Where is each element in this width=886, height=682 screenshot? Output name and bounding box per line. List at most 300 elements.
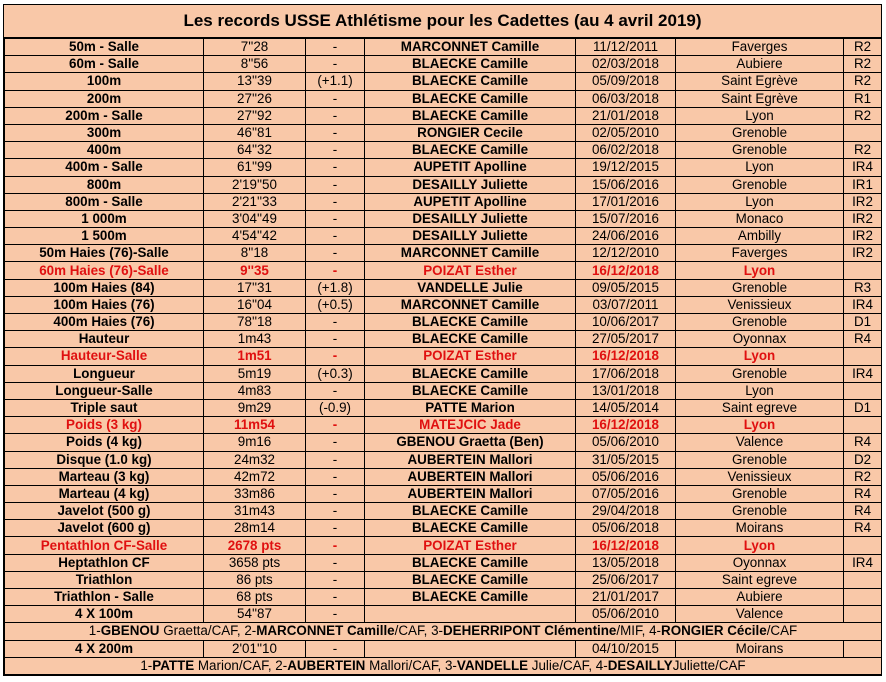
record-level: D1 (844, 314, 882, 331)
table-row (5, 314, 882, 331)
record-performance: 42m72 (204, 468, 306, 485)
record-place: Valence (676, 434, 844, 451)
record-date: 15/07/2016 (576, 210, 676, 227)
record-event: 1 500m (5, 228, 204, 245)
record-event: 400m Haies (76) (5, 314, 204, 331)
relay-member-name: AUBERTEIN (287, 657, 366, 673)
record-date: 04/10/2015 (576, 640, 676, 657)
record-event: Longueur (5, 365, 204, 382)
record-athlete: MARCONNET Camille (365, 296, 576, 313)
record-event: 100m (5, 73, 204, 90)
record-level (844, 417, 882, 434)
relay-member-position: 2- (275, 657, 288, 673)
record-athlete: DESAILLY Juliette (365, 176, 576, 193)
record-performance: 9m16 (204, 434, 306, 451)
record-wind: - (306, 228, 365, 245)
record-level (844, 571, 882, 588)
record-performance: 8''56 (204, 56, 306, 73)
record-performance: 54''87 (204, 606, 306, 623)
record-athlete: BLAECKE Camille (365, 589, 576, 606)
record-event: Heptathlon CF (5, 554, 204, 571)
table-row (5, 210, 882, 227)
record-athlete: BLAECKE Camille (365, 554, 576, 571)
record-place: Aubiere (676, 589, 844, 606)
record-event: 800m - Salle (5, 193, 204, 210)
record-level (844, 382, 882, 399)
table-row (5, 56, 882, 73)
record-date: 25/06/2017 (576, 571, 676, 588)
record-athlete: POIZAT Esther (365, 262, 576, 279)
record-level: R2 (844, 107, 882, 124)
table-row (5, 296, 882, 313)
table-row (5, 331, 882, 348)
record-level: R4 (844, 503, 882, 520)
table-row (5, 606, 882, 623)
record-wind: - (306, 417, 365, 434)
record-level: IR4 (844, 159, 882, 176)
record-event: 4 X 200m (5, 640, 204, 657)
record-date: 19/12/2015 (576, 159, 676, 176)
record-date: 02/03/2018 (576, 56, 676, 73)
table-row (5, 107, 882, 124)
record-place: Oyonnax (676, 554, 844, 571)
table-row (5, 39, 882, 56)
record-date: 05/06/2010 (576, 606, 676, 623)
record-date: 05/06/2018 (576, 520, 676, 537)
record-place: Grenoble (676, 142, 844, 159)
record-level: R3 (844, 279, 882, 296)
record-event: Triple saut (5, 399, 204, 416)
record-wind: (+1.8) (306, 279, 365, 296)
record-event: Marteau (4 kg) (5, 485, 204, 502)
relay-member-name: MARCONNET Camille (256, 623, 395, 639)
table-row (5, 382, 882, 399)
record-date: 17/06/2018 (576, 365, 676, 382)
relay-member-position: 4- (649, 623, 662, 639)
table-row (5, 176, 882, 193)
record-date: 10/06/2017 (576, 314, 676, 331)
record-athlete: RONGIER Cecile (365, 124, 576, 141)
record-athlete (365, 640, 576, 657)
relay-member-club: /CAF, (394, 623, 432, 639)
record-place: Valence (676, 606, 844, 623)
record-date: 06/02/2018 (576, 142, 676, 159)
record-level: R2 (844, 56, 882, 73)
record-level: IR4 (844, 365, 882, 382)
record-date: 05/06/2016 (576, 468, 676, 485)
record-place: Grenoble (676, 451, 844, 468)
record-level (844, 640, 882, 657)
record-place: Lyon (676, 382, 844, 399)
record-performance: 27''92 (204, 107, 306, 124)
record-wind: - (306, 468, 365, 485)
record-date: 11/12/2011 (576, 39, 676, 56)
record-athlete: BLAECKE Camille (365, 90, 576, 107)
record-place: Lyon (676, 537, 844, 554)
record-performance: 4'54''42 (204, 228, 306, 245)
record-event: 300m (5, 124, 204, 141)
record-performance: 5m19 (204, 365, 306, 382)
record-performance: 9m29 (204, 399, 306, 416)
relay-member-name: DEHERRIPONT Clémentine (443, 623, 617, 639)
record-place: Grenoble (676, 314, 844, 331)
table-row (5, 348, 882, 365)
record-date: 07/05/2016 (576, 485, 676, 502)
record-wind: - (306, 107, 365, 124)
record-wind: (-0.9) (306, 399, 365, 416)
record-place: Ambilly (676, 228, 844, 245)
relay-member-club: /MIF, (616, 623, 650, 639)
record-performance: 11m54 (204, 417, 306, 434)
record-performance: 86 pts (204, 571, 306, 588)
relay-member-club: Juliette/CAF (672, 657, 746, 673)
record-athlete: PATTE Marion (365, 399, 576, 416)
record-level: D2 (844, 451, 882, 468)
record-athlete: MATEJCIC Jade (365, 417, 576, 434)
record-date: 27/05/2017 (576, 331, 676, 348)
record-place: Saint egreve (676, 399, 844, 416)
relay-member-position: 2- (244, 623, 257, 639)
record-event: 50m Haies (76)-Salle (5, 245, 204, 262)
record-performance: 28m14 (204, 520, 306, 537)
record-wind: - (306, 434, 365, 451)
record-wind: - (306, 176, 365, 193)
record-date: 21/01/2018 (576, 107, 676, 124)
record-wind: - (306, 159, 365, 176)
table-row (5, 554, 882, 571)
record-athlete: BLAECKE Camille (365, 571, 576, 588)
record-athlete: POIZAT Esther (365, 537, 576, 554)
record-place: Moirans (676, 520, 844, 537)
record-performance: 24m32 (204, 451, 306, 468)
table-row (5, 399, 882, 416)
record-place: Oyonnax (676, 331, 844, 348)
record-place: Grenoble (676, 124, 844, 141)
record-wind: - (306, 193, 365, 210)
record-wind: - (306, 348, 365, 365)
record-wind: - (306, 210, 365, 227)
relay-member-club: Julie/CAF, (528, 657, 596, 673)
table-row (5, 142, 882, 159)
relay-member-position: 4- (595, 657, 608, 673)
record-wind: (+0.3) (306, 365, 365, 382)
record-event: 1 000m (5, 210, 204, 227)
record-wind: - (306, 451, 365, 468)
record-event: Javelot (600 g) (5, 520, 204, 537)
record-place: Lyon (676, 107, 844, 124)
record-athlete: POIZAT Esther (365, 348, 576, 365)
record-wind: - (306, 142, 365, 159)
record-level: IR2 (844, 228, 882, 245)
relay-team (5, 657, 882, 674)
table-row (5, 434, 882, 451)
record-event: Longueur-Salle (5, 382, 204, 399)
record-event: 800m (5, 176, 204, 193)
record-athlete: VANDELLE Julie (365, 279, 576, 296)
table-row (5, 228, 882, 245)
table-row (5, 365, 882, 382)
record-place: Moirans (676, 640, 844, 657)
records-table (4, 39, 882, 675)
relay-member-name: DESAILLY (607, 657, 673, 673)
record-place: Venissieux (676, 468, 844, 485)
record-level: R4 (844, 434, 882, 451)
record-place: Faverges (676, 245, 844, 262)
record-performance: 8''18 (204, 245, 306, 262)
record-date: 31/05/2015 (576, 451, 676, 468)
record-wind: - (306, 39, 365, 56)
relay-member-position: 3- (431, 623, 444, 639)
record-date: 13/01/2018 (576, 382, 676, 399)
table-row (5, 124, 882, 141)
record-date: 12/12/2010 (576, 245, 676, 262)
table-row (5, 417, 882, 434)
record-performance: 61''99 (204, 159, 306, 176)
record-performance: 2678 pts (204, 537, 306, 554)
record-place: Saint Egrève (676, 90, 844, 107)
record-athlete: AUBERTEIN Mallori (365, 468, 576, 485)
record-event: Poids (3 kg) (5, 417, 204, 434)
record-performance: 33m86 (204, 485, 306, 502)
record-date: 16/12/2018 (576, 537, 676, 554)
table-row (5, 468, 882, 485)
record-performance: 64''32 (204, 142, 306, 159)
record-event: 400m - Salle (5, 159, 204, 176)
record-event: 400m (5, 142, 204, 159)
record-date: 14/05/2014 (576, 399, 676, 416)
table-row (5, 589, 882, 606)
table-row (5, 279, 882, 296)
record-performance: 46''81 (204, 124, 306, 141)
record-date: 13/05/2018 (576, 554, 676, 571)
record-place: Venissieux (676, 296, 844, 313)
record-performance: 3'04''49 (204, 210, 306, 227)
record-event: 60m Haies (76)-Salle (5, 262, 204, 279)
record-athlete: DESAILLY Juliette (365, 228, 576, 245)
record-place: Lyon (676, 417, 844, 434)
record-event: 4 X 100m (5, 606, 204, 623)
record-level: IR2 (844, 245, 882, 262)
relay-team-row (5, 657, 882, 674)
record-event: 200m (5, 90, 204, 107)
record-wind: (+1.1) (306, 73, 365, 90)
record-athlete: BLAECKE Camille (365, 503, 576, 520)
record-wind: - (306, 503, 365, 520)
record-level: IR2 (844, 193, 882, 210)
record-performance: 27''26 (204, 90, 306, 107)
record-date: 29/04/2018 (576, 503, 676, 520)
record-athlete: BLAECKE Camille (365, 314, 576, 331)
page-title: Les records USSE Athlétisme pour les Cadettes (au 4 avril 2019) (4, 5, 881, 39)
record-event: Triathlon (5, 571, 204, 588)
record-athlete: BLAECKE Camille (365, 73, 576, 90)
record-event: Hauteur (5, 331, 204, 348)
record-level: R1 (844, 90, 882, 107)
relay-member-club: Graetta/CAF, (159, 623, 245, 639)
table-row (5, 73, 882, 90)
table-row (5, 193, 882, 210)
record-wind: - (306, 245, 365, 262)
record-performance: 9''35 (204, 262, 306, 279)
record-level: D1 (844, 399, 882, 416)
record-place: Grenoble (676, 365, 844, 382)
record-athlete: DESAILLY Juliette (365, 210, 576, 227)
record-level: R2 (844, 468, 882, 485)
record-performance: 17''31 (204, 279, 306, 296)
relay-member-club: Marion/CAF, (194, 657, 276, 673)
record-date: 21/01/2017 (576, 589, 676, 606)
record-place: Grenoble (676, 485, 844, 502)
record-event: Pentathlon CF-Salle (5, 537, 204, 554)
record-wind: - (306, 262, 365, 279)
record-performance: 1m51 (204, 348, 306, 365)
record-level: IR4 (844, 296, 882, 313)
record-level: R2 (844, 39, 882, 56)
table-row (5, 245, 882, 262)
record-level: R4 (844, 520, 882, 537)
record-performance: 2'21''33 (204, 193, 306, 210)
record-date: 02/05/2010 (576, 124, 676, 141)
record-wind: - (306, 485, 365, 502)
table-row (5, 485, 882, 502)
record-performance: 2'19''50 (204, 176, 306, 193)
table-row (5, 537, 882, 554)
record-athlete: MARCONNET Camille (365, 245, 576, 262)
record-athlete: BLAECKE Camille (365, 382, 576, 399)
table-row (5, 90, 882, 107)
record-event: Disque (1.0 kg) (5, 451, 204, 468)
record-place: Saint Egrève (676, 73, 844, 90)
record-event: 100m Haies (76) (5, 296, 204, 313)
record-place: Lyon (676, 262, 844, 279)
table-row (5, 503, 882, 520)
record-place: Lyon (676, 159, 844, 176)
table-row (5, 571, 882, 588)
relay-member-position: 3- (444, 657, 457, 673)
record-wind: - (306, 331, 365, 348)
relay-member-position: 1- (140, 657, 153, 673)
record-wind: - (306, 314, 365, 331)
record-level (844, 262, 882, 279)
record-level: IR2 (844, 210, 882, 227)
record-performance: 1m43 (204, 331, 306, 348)
relay-member-club: /CAF (766, 623, 798, 639)
record-level: IR4 (844, 554, 882, 571)
record-level: R4 (844, 331, 882, 348)
record-performance: 13''39 (204, 73, 306, 90)
table-row (5, 520, 882, 537)
record-place: Aubiere (676, 56, 844, 73)
record-event: Javelot (500 g) (5, 503, 204, 520)
record-date: 16/12/2018 (576, 262, 676, 279)
record-level (844, 606, 882, 623)
relay-member-position: 1- (88, 623, 101, 639)
record-date: 05/09/2018 (576, 73, 676, 90)
record-event: 50m - Salle (5, 39, 204, 56)
record-place: Lyon (676, 193, 844, 210)
record-wind: - (306, 554, 365, 571)
record-place: Lyon (676, 348, 844, 365)
record-level: R4 (844, 485, 882, 502)
relay-member-name: RONGIER Cécile (661, 623, 767, 639)
table-row (5, 159, 882, 176)
record-event: 60m - Salle (5, 56, 204, 73)
record-date: 24/06/2016 (576, 228, 676, 245)
record-athlete: BLAECKE Camille (365, 365, 576, 382)
record-wind: - (306, 90, 365, 107)
record-athlete: MARCONNET Camille (365, 39, 576, 56)
record-level (844, 589, 882, 606)
record-performance: 31m43 (204, 503, 306, 520)
record-date: 17/01/2016 (576, 193, 676, 210)
record-event: 200m - Salle (5, 107, 204, 124)
record-event: Poids (4 kg) (5, 434, 204, 451)
record-wind: - (306, 606, 365, 623)
record-wind: - (306, 589, 365, 606)
record-wind: - (306, 124, 365, 141)
record-athlete: AUPETIT Apolline (365, 193, 576, 210)
record-athlete: BLAECKE Camille (365, 520, 576, 537)
record-event: Hauteur-Salle (5, 348, 204, 365)
records-body (5, 39, 882, 674)
record-athlete: AUBERTEIN Mallori (365, 485, 576, 502)
relay-member-club: Mallori/CAF, (365, 657, 445, 673)
record-performance: 3658 pts (204, 554, 306, 571)
table-row (5, 262, 882, 279)
records-sheet (3, 4, 882, 676)
record-date: 16/12/2018 (576, 348, 676, 365)
record-date: 05/06/2010 (576, 434, 676, 451)
record-wind: - (306, 56, 365, 73)
record-date: 06/03/2018 (576, 90, 676, 107)
record-place: Grenoble (676, 176, 844, 193)
record-wind: - (306, 537, 365, 554)
record-athlete: BLAECKE Camille (365, 331, 576, 348)
record-date: 03/07/2011 (576, 296, 676, 313)
record-level (844, 348, 882, 365)
record-athlete: BLAECKE Camille (365, 56, 576, 73)
record-level (844, 537, 882, 554)
record-athlete: AUBERTEIN Mallori (365, 451, 576, 468)
record-place: Grenoble (676, 503, 844, 520)
record-athlete: BLAECKE Camille (365, 107, 576, 124)
record-level: IR1 (844, 176, 882, 193)
relay-member-name: VANDELLE (456, 657, 529, 673)
record-athlete: GBENOU Graetta (Ben) (365, 434, 576, 451)
record-level: R2 (844, 73, 882, 90)
record-wind: - (306, 571, 365, 588)
table-row (5, 640, 882, 657)
record-date: 09/05/2015 (576, 279, 676, 296)
record-level (844, 124, 882, 141)
record-wind: - (306, 640, 365, 657)
record-athlete: AUPETIT Apolline (365, 159, 576, 176)
record-performance: 4m83 (204, 382, 306, 399)
record-event: Marteau (3 kg) (5, 468, 204, 485)
relay-member-name: PATTE (152, 657, 195, 673)
record-date: 16/12/2018 (576, 417, 676, 434)
record-wind: - (306, 382, 365, 399)
record-level: R2 (844, 142, 882, 159)
record-performance: 16''04 (204, 296, 306, 313)
record-performance: 7''28 (204, 39, 306, 56)
record-wind: (+0.5) (306, 296, 365, 313)
record-athlete (365, 606, 576, 623)
record-place: Saint egreve (676, 571, 844, 588)
relay-team-row (5, 623, 882, 640)
record-place: Monaco (676, 210, 844, 227)
relay-team (5, 623, 882, 640)
